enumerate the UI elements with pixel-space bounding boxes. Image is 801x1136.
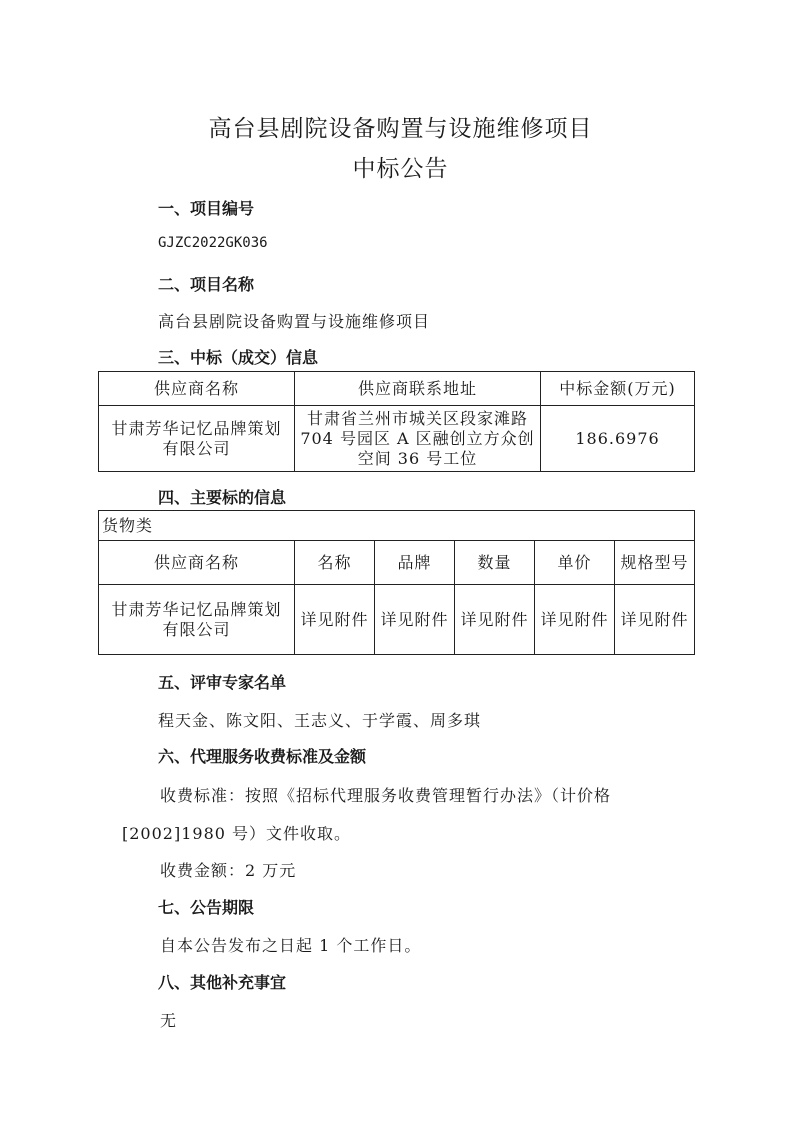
header-brand: 品牌	[375, 541, 455, 585]
table-header-row	[99, 372, 695, 406]
document-subtitle: 中标公告	[352, 156, 449, 182]
header-award-amount: 中标金额(万元)	[541, 372, 695, 406]
address-line: 704 号园区 A 区融创立方众创	[300, 428, 535, 448]
header-item-name: 名称	[295, 541, 375, 585]
supplier-name-line: 甘肃芳华记忆品牌策划	[111, 418, 282, 438]
item-name-cell: 详见附件	[295, 585, 375, 655]
section-award-info-heading: 三、中标（成交）信息	[158, 348, 319, 367]
supplier-name-line: 有限公司	[162, 619, 231, 639]
expert-list: 程天金、陈文阳、王志义、于学霞、周多琪	[158, 711, 482, 730]
header-unit-price: 单价	[535, 541, 615, 585]
supplier-address-cell	[295, 406, 541, 472]
header-specification: 规格型号	[615, 541, 695, 585]
header-quantity: 数量	[455, 541, 535, 585]
unit-price-cell: 详见附件	[535, 585, 615, 655]
table-header-row	[99, 541, 695, 585]
table-row	[99, 406, 695, 472]
section-project-number-heading: 一、项目编号	[158, 199, 255, 218]
notice-period: 自本公告发布之日起 1 个工作日。	[160, 936, 422, 955]
fee-standard-line: 收费标准：按照《招标代理服务收费管理暂行办法》（计价格	[160, 786, 612, 805]
fee-standard-line: [2002]1980 号）文件收取。	[122, 824, 352, 843]
supplier-name-cell	[99, 406, 295, 472]
address-line: 空间 36 号工位	[357, 448, 478, 468]
header-supplier-address: 供应商联系地址	[295, 372, 541, 406]
address-line: 甘肃省兰州市城关区段家滩路	[306, 408, 528, 428]
main-items-table	[98, 510, 695, 655]
category-row	[99, 511, 695, 541]
table-row	[99, 585, 695, 655]
section-project-name-heading: 二、项目名称	[158, 275, 255, 294]
section-notice-period-heading: 七、公告期限	[158, 898, 255, 917]
project-number: GJZC2022GK036	[158, 235, 268, 251]
document-title: 高台县剧院设备购置与设施维修项目	[208, 116, 593, 142]
section-main-items-heading: 四、主要标的信息	[158, 488, 287, 507]
quantity-cell: 详见附件	[455, 585, 535, 655]
specification-cell: 详见附件	[615, 585, 695, 655]
brand-cell: 详见附件	[375, 585, 455, 655]
section-experts-heading: 五、评审专家名单	[158, 673, 287, 692]
project-name: 高台县剧院设备购置与设施维修项目	[158, 312, 431, 331]
award-amount-cell: 186.6976	[541, 406, 695, 472]
other-matters: 无	[160, 1011, 178, 1030]
header-supplier-name: 供应商名称	[99, 372, 295, 406]
section-other-matters-heading: 八、其他补充事宜	[158, 973, 287, 992]
section-agency-fee-heading: 六、代理服务收费标准及金额	[158, 747, 367, 766]
header-supplier-name: 供应商名称	[99, 541, 295, 585]
award-info-table	[98, 371, 695, 472]
category-cell: 货物类	[99, 511, 695, 541]
fee-amount: 收费金额：2 万元	[160, 861, 297, 880]
supplier-name-cell	[99, 585, 295, 655]
supplier-name-line: 甘肃芳华记忆品牌策划	[111, 599, 282, 619]
supplier-name-line: 有限公司	[162, 438, 231, 458]
